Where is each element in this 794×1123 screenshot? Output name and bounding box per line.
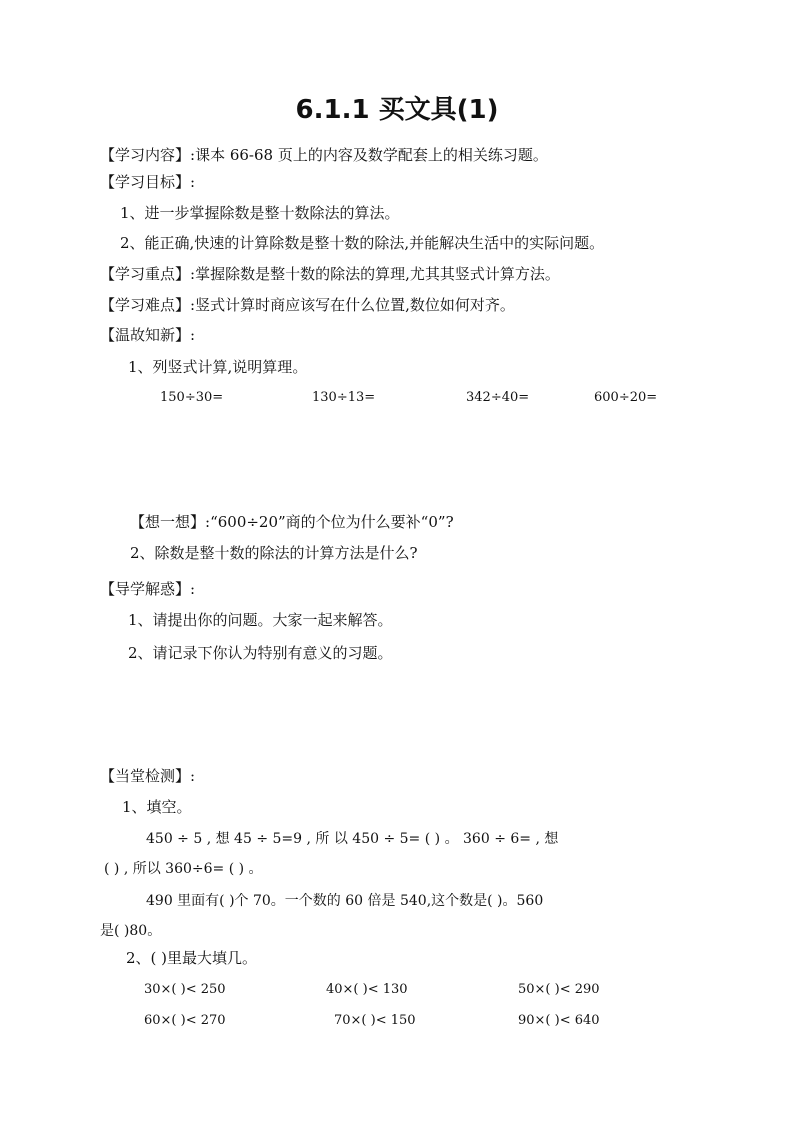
key-point-line <box>100 264 560 284</box>
inequality-1: 30×( )< 250 <box>144 982 226 997</box>
check-item-2: 2、( )里最大填几。 <box>126 949 258 967</box>
equation-1: 150÷30= <box>160 390 224 405</box>
difficulty-label: 【学习难点】: <box>100 296 196 314</box>
review-item-2: 2、除数是整十数的除法的计算方法是什么? <box>130 544 418 562</box>
fill-line-4: 是( )80。 <box>100 923 162 939</box>
guide-item-2: 2、请记录下你认为特别有意义的习题。 <box>128 644 393 662</box>
equation-3: 342÷40= <box>466 390 530 405</box>
inequality-5: 70×( )< 150 <box>334 1013 416 1028</box>
key-point-label: 【学习重点】: <box>100 265 196 283</box>
think-label: 【想一想】: <box>130 513 211 531</box>
fill-line-1: 450 ÷ 5 , 想 45 ÷ 5=9 , 所 以 450 ÷ 5= ( ) 。 360 ÷ 6= , 想 <box>146 831 559 847</box>
guide-label: 【导学解惑】: <box>100 580 196 598</box>
fill-line-3: 490 里面有( )个 70。一个数的 60 倍是 540,这个数是( )。560 <box>146 893 544 909</box>
review-item-1: 1、列竖式计算,说明算理。 <box>128 358 308 376</box>
content-text: 课本 66-68 页上的内容及数学配套上的相关练习题。 <box>195 146 548 164</box>
inequality-6: 90×( )< 640 <box>518 1013 600 1028</box>
content-line <box>100 145 548 165</box>
think-text: “600÷20”商的个位为什么要补“0”? <box>210 513 454 531</box>
goals-label: 【学习目标】: <box>100 173 196 191</box>
equation-4: 600÷20= <box>594 390 658 405</box>
difficulty-text: 竖式计算时商应该写在什么位置,数位如何对齐。 <box>195 296 515 314</box>
page-title: 6.1.1 买文具(1) <box>295 95 499 125</box>
inequality-3: 50×( )< 290 <box>518 982 600 997</box>
inequality-4: 60×( )< 270 <box>144 1013 226 1028</box>
fill-line-2: ( ) , 所以 360÷6= ( ) 。 <box>104 861 263 877</box>
think-line <box>130 512 454 532</box>
key-point-text: 掌握除数是整十数的除法的算理,尤其其竖式计算方法。 <box>195 265 560 283</box>
difficulty-line <box>100 295 515 315</box>
goal-item-1: 1、进一步掌握除数是整十数除法的算法。 <box>120 204 400 222</box>
check-item-1: 1、填空。 <box>122 798 192 816</box>
content-label: 【学习内容】: <box>100 146 196 164</box>
equation-2: 130÷13= <box>312 390 376 405</box>
inequality-2: 40×( )< 130 <box>326 982 408 997</box>
guide-item-1: 1、请提出你的问题。大家一起来解答。 <box>128 611 393 629</box>
review-label: 【温故知新】: <box>100 326 196 344</box>
check-label: 【当堂检测】: <box>100 767 196 785</box>
goal-item-2: 2、能正确,快速的计算除数是整十数的除法,并能解决生活中的实际问题。 <box>120 234 605 252</box>
